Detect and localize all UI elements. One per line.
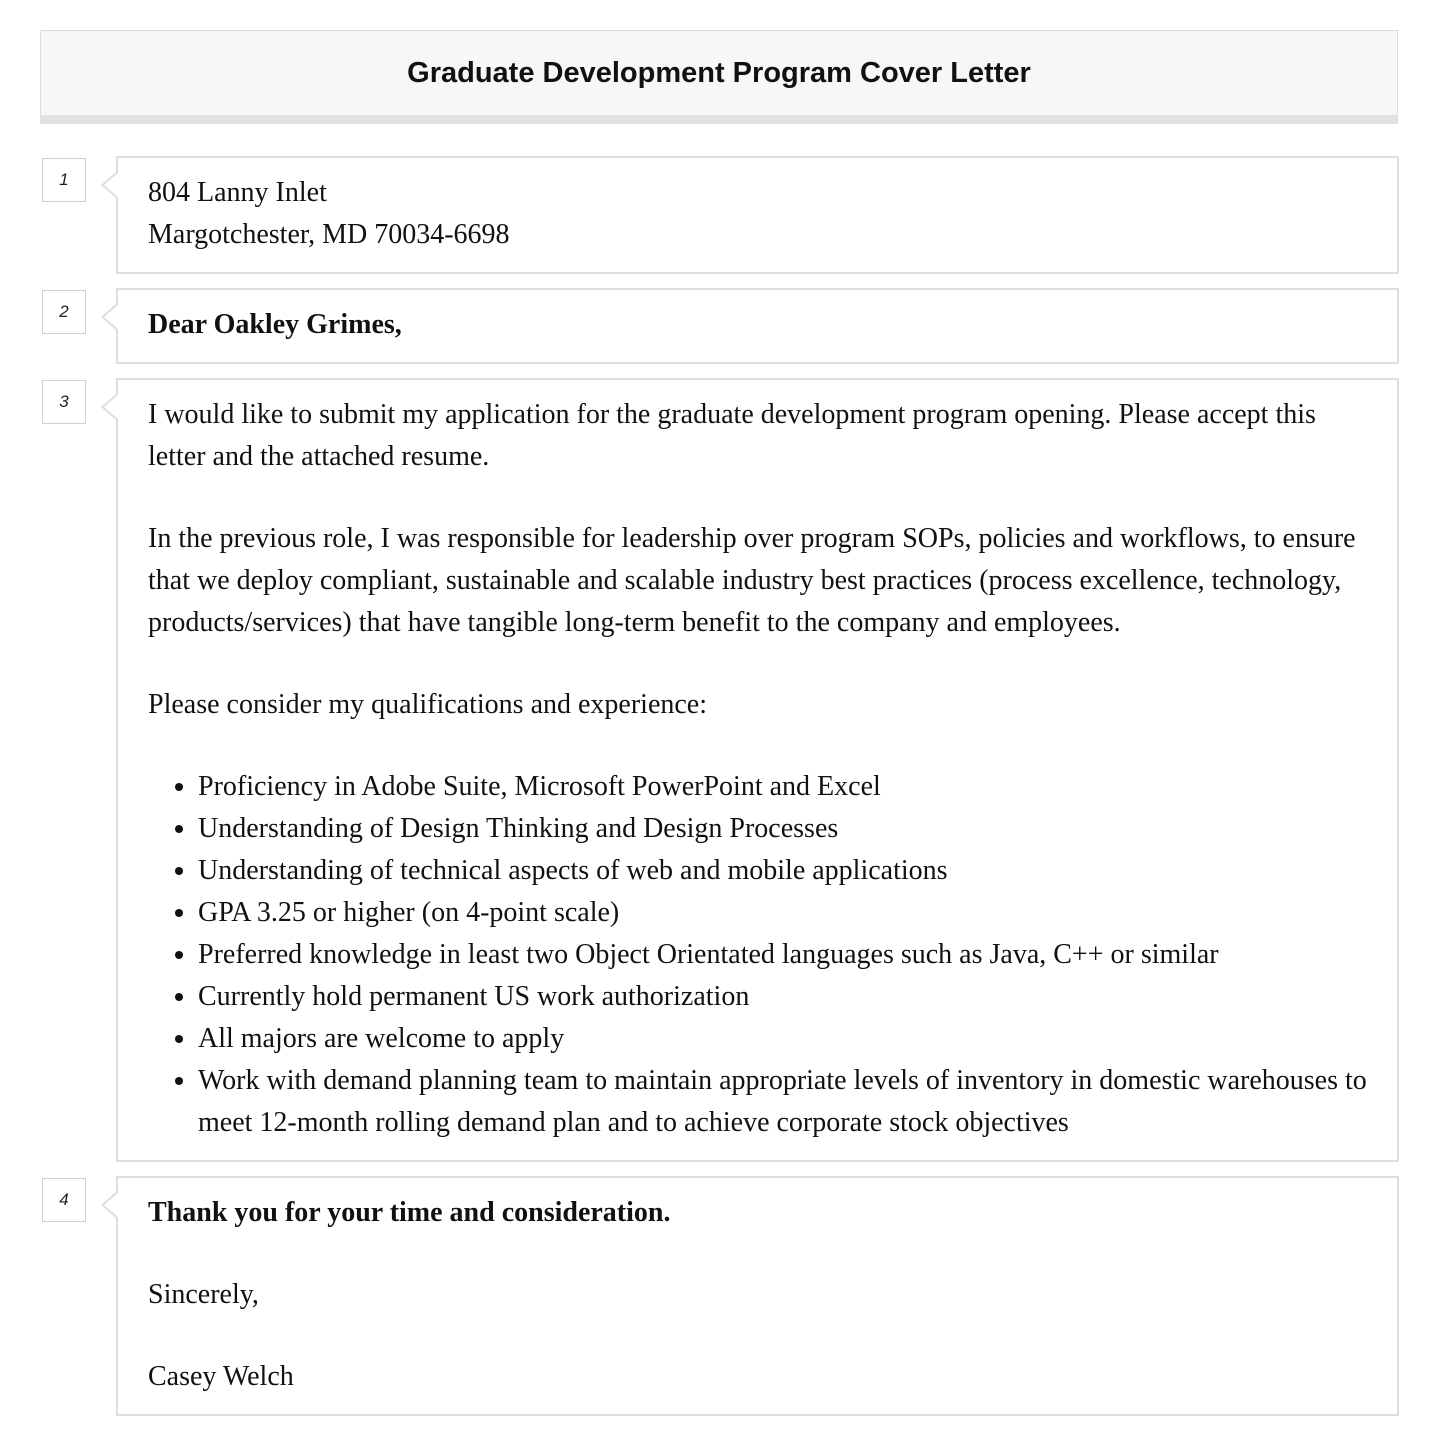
list-item: • Proficiency in Adobe Suite, Microsoft PowerPoint and Excel <box>198 766 1367 808</box>
address-card <box>116 156 1399 274</box>
page-header <box>40 30 1398 115</box>
qualifications-list <box>148 766 1367 1144</box>
address-line-1: 804 Lanny Inlet <box>148 177 327 208</box>
section-number: 4 <box>42 1178 86 1222</box>
list-item: • GPA 3.25 or higher (on 4-point scale) <box>198 892 1367 934</box>
section-number: 1 <box>42 158 86 202</box>
list-item: • Understanding of Design Thinking and Design Processes <box>198 808 1367 850</box>
section-number: 2 <box>42 290 86 334</box>
page-title: Graduate Development Program Cover Letter <box>407 57 1031 89</box>
address-line-2: Margotchester, MD 70034-6698 <box>148 219 510 250</box>
previous-role-paragraph: In the previous role, I was responsible for leadership over program SOPs, policies and workflows, to ensure that we deploy compliant, sustainable and scalable industry best practices (process excellence, technology, products/services) that have tangible long-term benefit to the company and employees. <box>148 523 1356 638</box>
thanks-line: Thank you for your time and consideration. <box>148 1197 671 1228</box>
list-item: • Work with demand planning team to maintain appropriate levels of inventory in domestic warehouses to meet 12-month rolling demand plan and to achieve corporate stock objectives <box>198 1060 1367 1144</box>
qualifications-intro: Please consider my qualifications and experience: <box>148 689 708 720</box>
salutation-card <box>116 288 1399 364</box>
signature: Casey Welch <box>148 1361 294 1392</box>
closing-card <box>116 1176 1399 1416</box>
salutation: Dear Oakley Grimes, <box>148 309 402 340</box>
body-card <box>116 378 1399 1162</box>
section-number: 3 <box>42 380 86 424</box>
list-item: • Understanding of technical aspects of web and mobile applications <box>198 850 1367 892</box>
intro-paragraph: I would like to submit my application for the graduate development program opening. Please accept this letter and the attached resume. <box>148 399 1316 472</box>
closing-line: Sincerely, <box>148 1279 259 1310</box>
list-item: • Currently hold permanent US work authorization <box>198 976 1367 1018</box>
list-item: • All majors are welcome to apply <box>198 1018 1367 1060</box>
list-item: • Preferred knowledge in least two Object Orientated languages such as Java, C++ or similar <box>198 934 1367 976</box>
